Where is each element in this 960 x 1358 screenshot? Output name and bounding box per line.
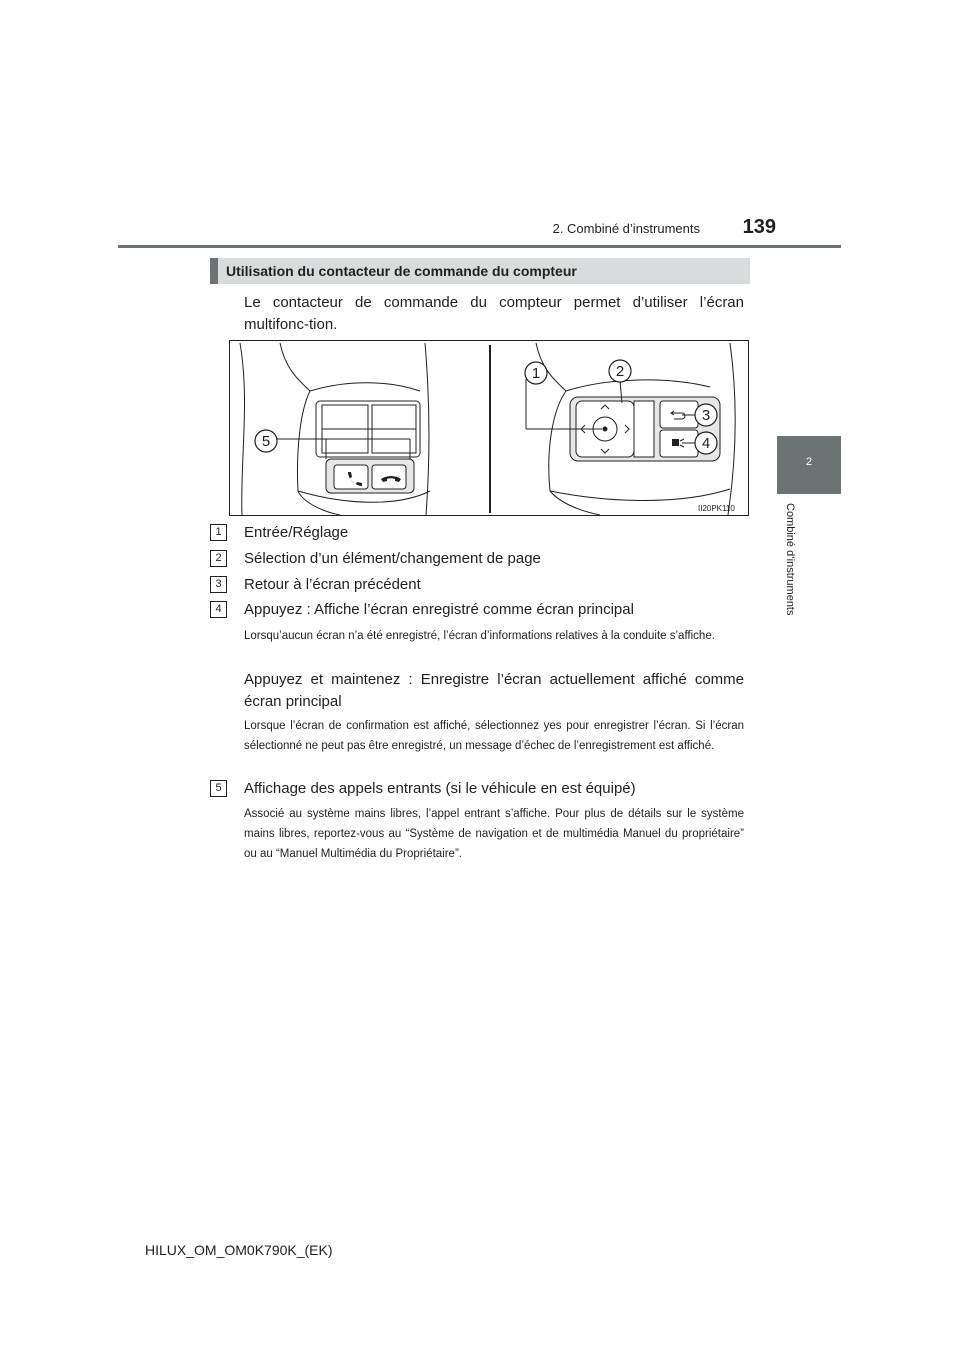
item-badge-2: 2 [210,550,227,567]
header-rule [118,245,841,248]
figure-code: II20PK110 [698,504,735,513]
chapter-tab: 2 [777,436,841,494]
section-title: Utilisation du contacteur de commande du compteur [226,263,577,279]
item-text-4: Appuyez : Affiche l’écran enregistré comme écran principal [244,601,634,618]
section-heading-marker [210,258,218,284]
item-text-1: Entrée/Réglage [244,524,349,541]
page-number: 139 [742,216,776,238]
chapter-label [784,503,810,638]
item-badge-3: 3 [210,576,227,593]
item-text-4b: Appuyez et maintenez : Enregistre l’écran actuellement affiché comme écran principal [244,671,744,710]
item-badge-4: 4 [210,601,227,618]
chapter-label-text: Combiné d’instruments [784,503,796,616]
figure-callout-5: 5 [261,433,271,450]
item-note-4: Lorsqu’aucun écran n’a été enregistré, l’écran d’informations relatives à la conduite s’affiche. [244,630,715,642]
item-text-5: Affichage des appels entrants (si le véhicule en est équipé) [244,780,636,797]
steering-switch-illustration [229,340,749,516]
figure-callout-4: 4 [701,435,711,452]
running-header: 2. Combiné d’instruments [552,221,700,236]
item-badge-1: 1 [210,524,227,541]
figure-callout-2: 2 [615,363,625,380]
item-note-5: Associé au système mains libres, l’appel entrant s’affiche. Pour plus de détails sur le système mains libres, reportez-vous au “Système de navigation et de multimédia Manuel du propriétaire” ou au “Manuel Multimédia du Propriétaire”. [244,808,744,860]
item-note-4b: Lorsque l’écran de confirmation est affiché, sélectionnez yes pour enregistrer l’écran. Si l’écran sélectionné ne peut pas être enregistré, un message d’échec de l’enregistrement est affiché. [244,720,744,752]
item-text-2: Sélection d’un élément/changement de page [244,550,541,567]
document-code: HILUX_OM_OM0K790K_(EK) [145,1242,333,1258]
figure-callout-1: 1 [531,365,541,382]
switch-drawing [230,341,750,517]
intro-paragraph: Le contacteur de commande du compteur permet d’utiliser l’écran multifonc-tion. [244,294,744,333]
figure-callout-3: 3 [701,407,711,424]
item-text-3: Retour à l’écran précédent [244,576,421,593]
section-heading [210,258,750,284]
item-badge-5: 5 [210,780,227,797]
